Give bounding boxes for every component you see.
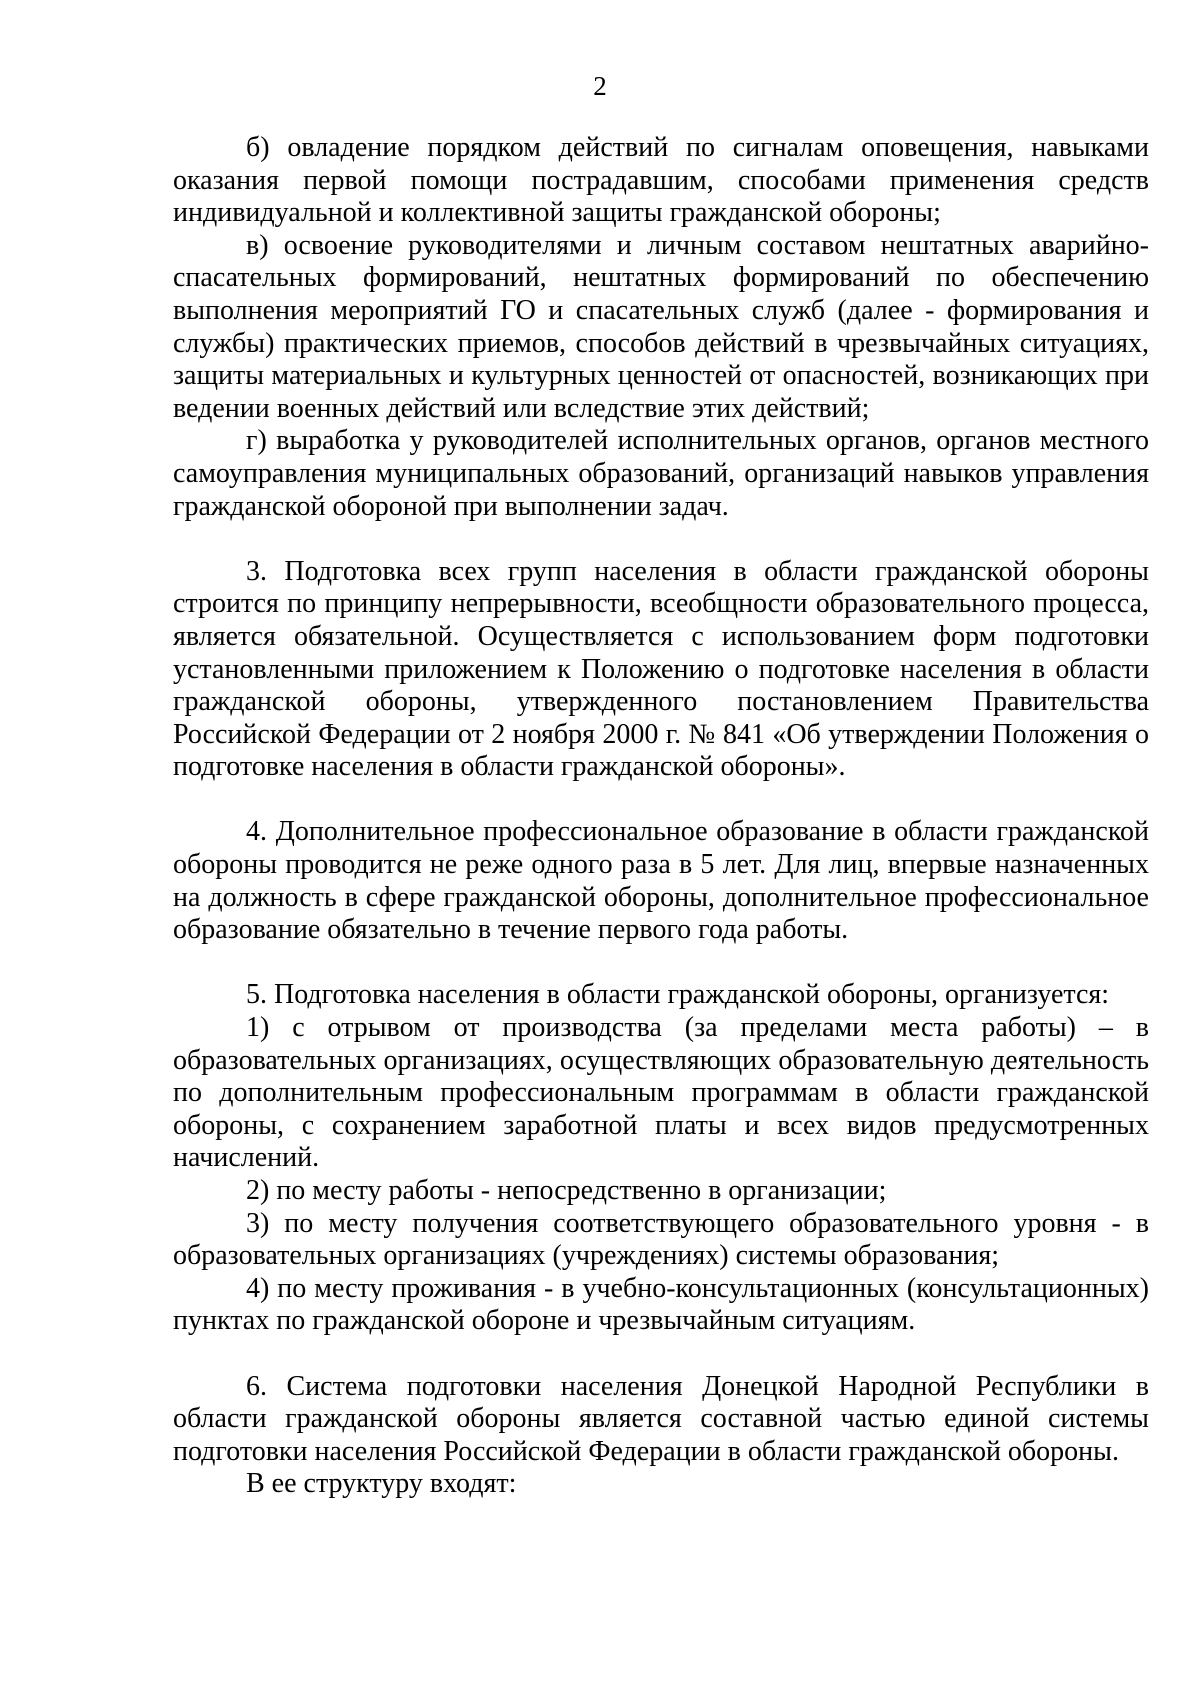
paragraph-5: 5. Подготовка населения в области гражданской обороны, организуется: <box>246 979 1110 1011</box>
paragraph-3: 3. Подготовка всех групп населения в области гражданской обороны строится по принципу непрерывности, всеобщности образовательного процесса, является обязательной. Осуществляется с использованием форм подготовки установленными приложением к Положению о подготовке населения в области гражданской обороны, утвержденного постановлением Правительства Российской Федерации от 2 ноября 2000 г. № 841 «Об утверждении Положения о подготовке населения в области гражданской обороны». <box>173 555 1149 783</box>
paragraph-5-item-1: 1) с отрывом от производства (за пределами места работы) – в образовательных организациях, осуществляющих образовательную деятельность по дополнительным профессиональным программам в области гражданской обороны, с сохранением заработной платы и всех видов предусмотренных начислений. <box>173 1012 1149 1174</box>
paragraph-5-item-3: 3) по месту получения соответствующего образовательного уровня - в образовательных организациях (учреждениях) системы образования; <box>173 1207 1149 1272</box>
paragraph-v: в) освоение руководителями и личным составом нештатных аварийно-спасательных формирований, нештатных формирований по обеспечению выполнения мероприятий ГО и спасательных служб (далее - формирования и службы) практических приемов, способов действий в чрезвычайных ситуациях, защиты материальных и культурных ценностей от опасностей, возникающих при ведении военных действий или вследствие этих действий; <box>173 229 1149 424</box>
document-body <box>173 132 1149 1501</box>
page-number: 2 <box>593 71 607 101</box>
paragraph-g: г) выработка у руководителей исполнительных органов, органов местного самоуправления муниципальных образований, организаций навыков управления гражданской обороной при выполнении задач. <box>173 425 1149 522</box>
paragraph-5-item-4: 4) по месту проживания - в учебно-консультационных (консультационных) пунктах по гражданской обороне и чрезвычайным ситуациям. <box>173 1272 1149 1337</box>
paragraph-6: 6. Система подготовки населения Донецкой Народной Республики в области гражданской обороны является составной частью единой системы подготовки населения Российской Федерации в области гражданской обороны. <box>173 1370 1149 1467</box>
paragraph-4: 4. Дополнительное профессиональное образование в области гражданской обороны проводится не реже одного раза в 5 лет. Для лиц, впервые назначенных на должность в сфере гражданской обороны, дополнительное профессиональное образование обязательно в течение первого года работы. <box>173 816 1149 946</box>
paragraph-b: б) овладение порядком действий по сигналам оповещения, навыками оказания первой помощи пострадавшим, способами применения средств индивидуальной и коллективной защиты гражданской обороны; <box>173 132 1149 229</box>
paragraph-6-structure: В ее структуру входят: <box>246 1468 517 1500</box>
paragraph-5-item-2: 2) по месту работы - непосредственно в организации; <box>246 1175 887 1206</box>
